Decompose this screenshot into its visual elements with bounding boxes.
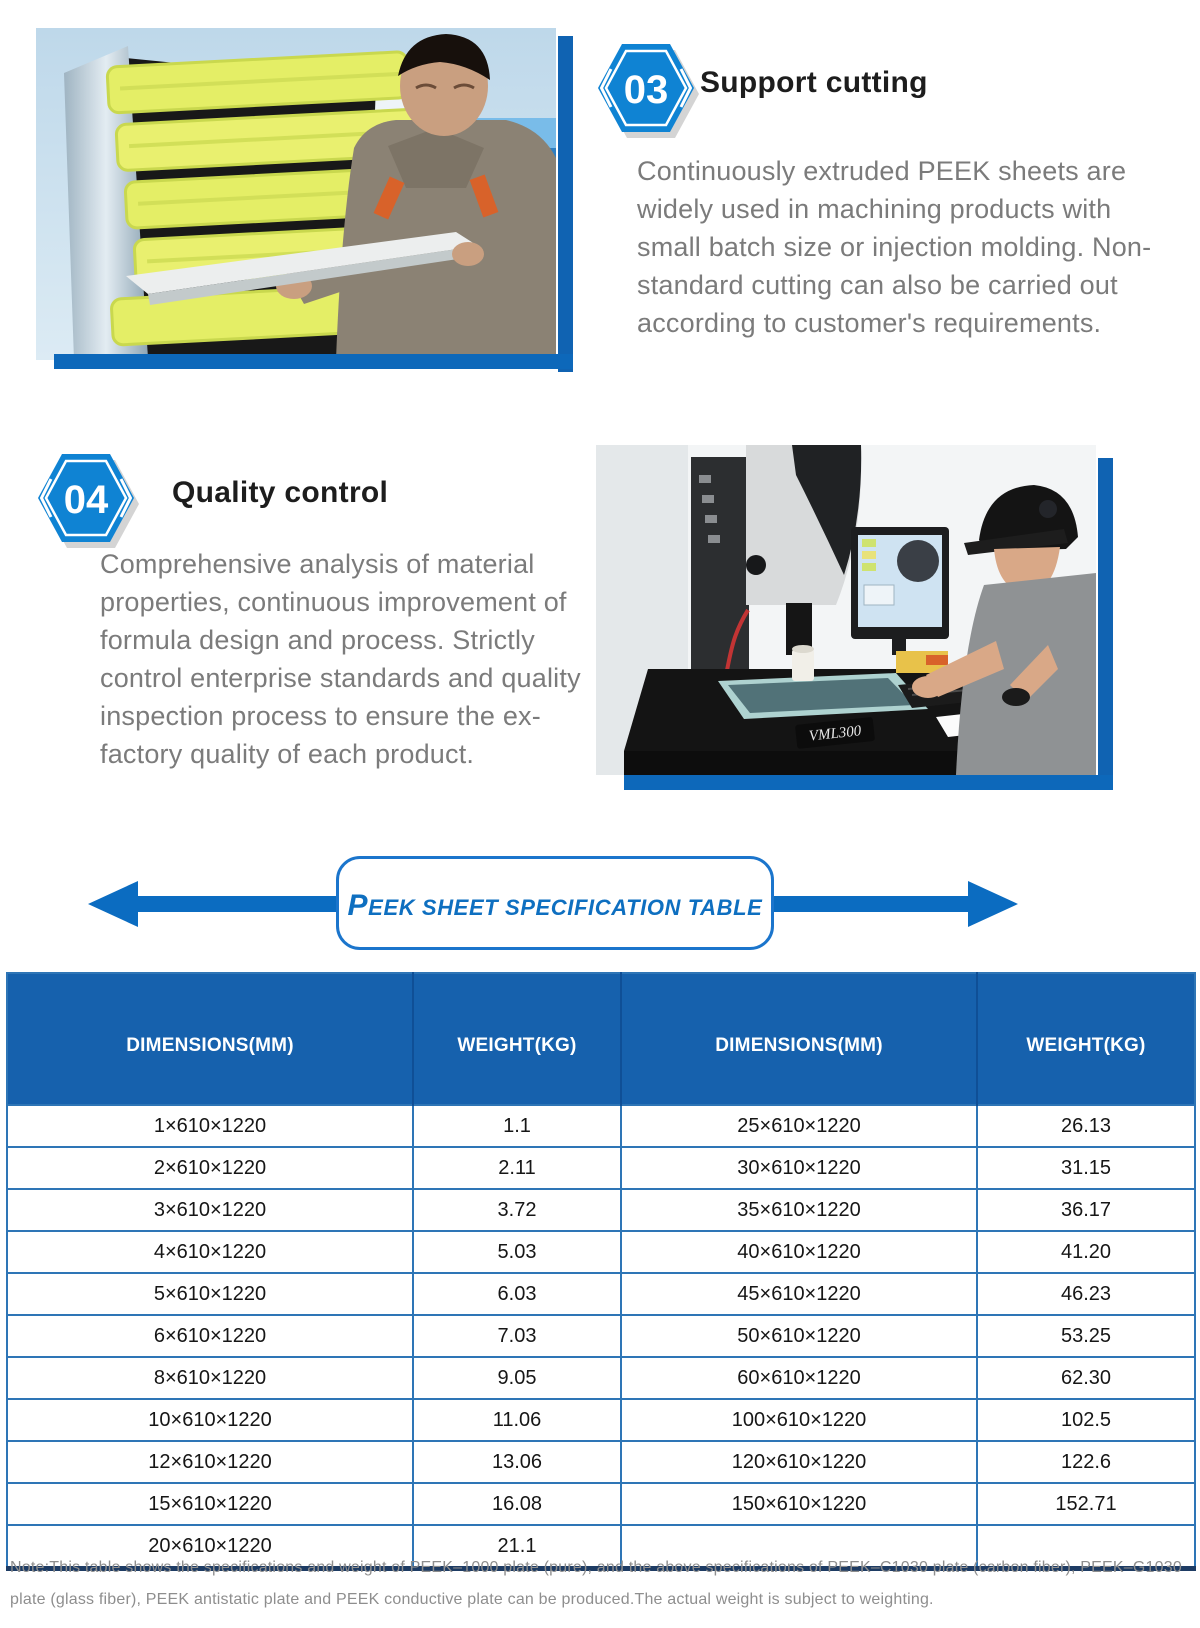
spec-cell: 7.03 [413,1315,621,1357]
spec-cell: 21.1 [413,1525,621,1569]
spec-cell: 16.08 [413,1483,621,1525]
table-row [7,1315,1195,1357]
quality-control-photo [596,445,1096,775]
spec-cell: 100×610×1220 [621,1399,977,1441]
spec-cell: 152.71 [977,1483,1195,1525]
spec-table-header [7,973,1195,1105]
table-row [7,1441,1195,1483]
spec-cell: 12×610×1220 [7,1441,413,1483]
spec-cell: 35×610×1220 [621,1189,977,1231]
spec-cell: 36.17 [977,1189,1195,1231]
spec-cell: 1.1 [413,1105,621,1147]
table-row [7,1357,1195,1399]
spec-banner-box [336,856,774,950]
spec-banner-title: PEEK SHEET SPECIFICATION TABLE [347,889,763,922]
spec-cell: 1×610×1220 [7,1105,413,1147]
step-04-hexagon-badge-icon [36,452,136,544]
spec-cell: 25×610×1220 [621,1105,977,1147]
step-number: 03 [623,68,669,112]
table-row [7,1189,1195,1231]
spec-cell: 53.25 [977,1315,1195,1357]
spec-cell: 40×610×1220 [621,1231,977,1273]
spec-cell: 8×610×1220 [7,1357,413,1399]
spec-cell: 13.06 [413,1441,621,1483]
spec-cell: 3.72 [413,1189,621,1231]
step-04-description: Comprehensive analysis of material properties, continuous improvement of formula design and process. Strictly control enterprise standards and quality inspection process to ensure the ex-factory quality of each product. [100,549,581,769]
machine-label: VML300 [808,723,863,745]
table-row [7,1273,1195,1315]
spec-cell: 5.03 [413,1231,621,1273]
spec-cell: 30×610×1220 [621,1147,977,1189]
table-note: Note:This table shows the specifications and weight of PEEK–1000 plate (pure), and the above specifications of PEEK–C1030 plate (carbon fiber), PEEK–G1030 plate (glass fiber), PEEK antistatic plate and PEEK conductive plate can be produced.The actual weight is subject to weighting. [10,1559,1182,1608]
factory-scene-illustration [36,28,556,360]
spec-cell: 2.11 [413,1147,621,1189]
spec-cell: 26.13 [977,1105,1195,1147]
column-header-weight-2: WEIGHT(KG) [977,973,1195,1105]
column-header-weight-1: WEIGHT(KG) [413,973,621,1105]
step-03-hexagon-badge-icon [596,42,696,134]
spec-cell: 2×610×1220 [7,1147,413,1189]
spec-cell: 20×610×1220 [7,1525,413,1569]
step-03-description: Continuously extruded PEEK sheets are widely used in machining products with small batch size or injection molding. Non-standard cutting can also be carried out according to customer's requirements. [637,156,1152,338]
photo-accent-bar-right [1098,458,1113,790]
spec-cell: 9.05 [413,1357,621,1399]
spec-cell: 5×610×1220 [7,1273,413,1315]
spec-cell: 120×610×1220 [621,1441,977,1483]
support-cutting-photo [36,28,556,360]
spec-cell: 3×610×1220 [7,1189,413,1231]
photo-accent-bar-bottom [624,775,1113,790]
spec-cell: 60×610×1220 [621,1357,977,1399]
spec-cell: 62.30 [977,1357,1195,1399]
spec-cell: 102.5 [977,1399,1195,1441]
spec-cell: 4×610×1220 [7,1231,413,1273]
spec-table-body [7,1105,1195,1569]
column-header-dimensions-1: DIMENSIONS(MM) [7,973,413,1105]
table-row [7,1483,1195,1525]
step-04-title: Quality control [172,476,389,509]
spec-cell: 15×610×1220 [7,1483,413,1525]
table-row [7,1231,1195,1273]
table-row [7,1399,1195,1441]
table-row [7,1105,1195,1147]
spec-table [6,972,1196,1571]
photo-accent-bar-right [558,36,573,372]
table-row [7,1147,1195,1189]
column-header-dimensions-2: DIMENSIONS(MM) [621,973,977,1105]
spec-cell: 6×610×1220 [7,1315,413,1357]
spec-cell: 31.15 [977,1147,1195,1189]
step-number: 04 [63,478,109,522]
spec-cell: 6.03 [413,1273,621,1315]
spec-cell: 41.20 [977,1231,1195,1273]
spec-cell: 45×610×1220 [621,1273,977,1315]
spec-cell: 10×610×1220 [7,1399,413,1441]
qc-scene-illustration [596,445,1096,775]
step-03-title: Support cutting [700,66,928,99]
spec-cell: 46.23 [977,1273,1195,1315]
spec-cell: 150×610×1220 [621,1483,977,1525]
spec-cell: 122.6 [977,1441,1195,1483]
spec-cell: 11.06 [413,1399,621,1441]
photo-accent-bar-bottom [54,354,573,369]
spec-cell: 50×610×1220 [621,1315,977,1357]
